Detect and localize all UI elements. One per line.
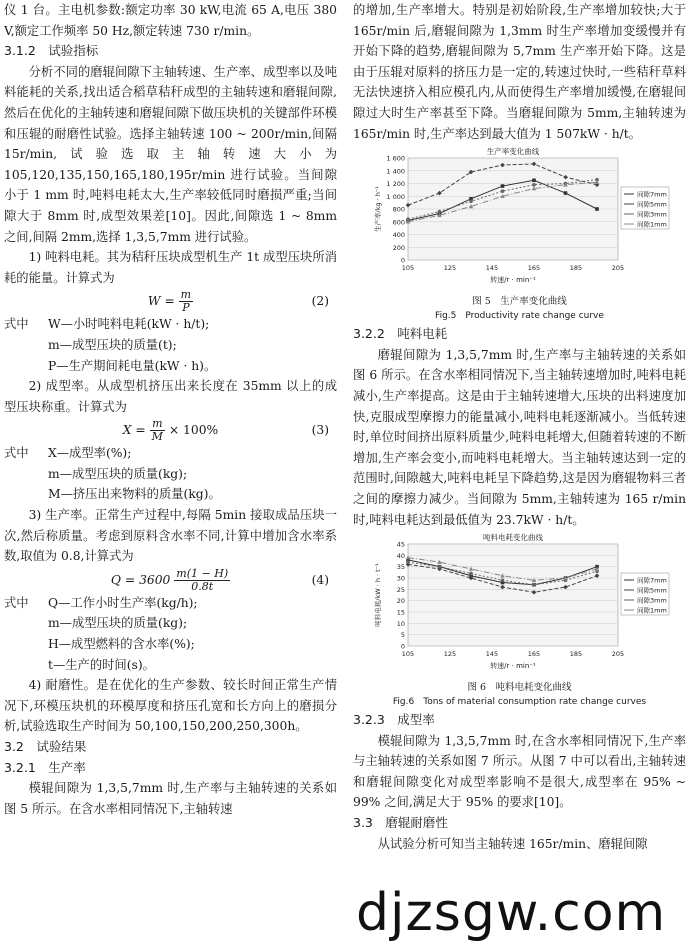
y-tick-label: 600 [392, 218, 405, 227]
data-point [437, 210, 441, 214]
left-column [4, 0, 337, 819]
data-point [469, 572, 473, 576]
eq2-num: m [180, 288, 192, 302]
left-para-4: 3) 生产率。正常生产过程中,每隔 5min 接取成品压块一次,然后称质量。考虑到原料含水率不同,计算中增加含水率系数,取值为 0.8,计算式为 [4, 508, 337, 564]
eq2-lhs: W = [147, 294, 175, 309]
equation-4 [4, 567, 337, 593]
y-tick-label: 1 600 [385, 154, 405, 163]
x-tick-label: 165 [527, 650, 540, 659]
y-axis-label: 生产率/kg · h⁻¹ [373, 186, 382, 233]
y-tick-label: 0 [400, 642, 405, 651]
right-para-0: 的增加,生产率增大。特别是初始阶段,生产率增加较快;大于 165r/min 后,磨辊间隙为 1,3mm 时生产率增加变缓慢并有开始下降的趋势,磨辊间隙为 5,7mm 生产率开始下降。这是由于压辊对原料的挤压力是一定的,转速过快时,一些秸秆草料无法快速挤入相应模孔内,从而使得生产率增加缓慢,在磨辊间隙过大时生产率甚至下降。当磨辊间隙为 5mm,主轴转速为 165r/min 时,生产率达到最大值为 1 507kW · h/t。 [353, 3, 686, 141]
data-point [500, 579, 504, 583]
eq2-number: (2) [311, 294, 329, 309]
x-tick-label: 145 [485, 264, 498, 273]
x-axis-label: 转速/r · min⁻¹ [489, 276, 536, 285]
y-tick-label: 1 200 [385, 180, 405, 189]
x-axis-label: 转速/r · min⁻¹ [489, 662, 536, 671]
data-point [563, 191, 567, 195]
where-line: m—成型压块的质量(kg); [48, 466, 188, 481]
figure-6-caption-en: Fig.6 Tons of material consumption rate change curves [392, 697, 647, 708]
y-axis-label: 吨料电耗/kW · h · t⁻¹ [373, 563, 382, 627]
where-line: t—生产的时间(s)。 [48, 657, 155, 672]
y-tick-label: 45 [396, 540, 405, 549]
consumption-chart [370, 530, 670, 680]
left-para-0: 仪 1 台。主电机参数:额定功率 30 kW,电流 65 A,电压 380 V,额定工作频率 50 Hz,额定转速 730 r/min。 [4, 3, 337, 38]
data-point [406, 560, 410, 564]
heading-3-2-1: 3.2.1 生产率 [4, 759, 86, 775]
eq4-lhs: Q = 3600 [110, 572, 171, 587]
eq2-fraction [179, 289, 193, 314]
heading-3-2: 3.2 试验结果 [4, 739, 87, 754]
data-point [595, 207, 599, 211]
legend-label: 间隙5mm [636, 586, 667, 595]
y-tick-label: 35 [396, 563, 405, 572]
right-para-3: 从试验分析可知当主轴转速 165r/min、磨辊间隙 [377, 836, 648, 851]
y-tick-label: 10 [396, 619, 405, 628]
y-tick-label: 20 [396, 597, 405, 606]
eq3-lhs: X = [122, 423, 146, 438]
figure-5-chart [370, 144, 670, 294]
eq4-number: (4) [311, 572, 329, 587]
eq2-den: P [182, 301, 190, 315]
x-tick-label: 145 [485, 650, 498, 659]
eq4-fraction: $\frac{m(1 - H)}{0.8t}$ [176, 566, 229, 593]
productivity-chart [370, 144, 670, 294]
eq3-fraction: $\frac{m}{M}$ [151, 417, 163, 444]
where-line: 式中 W—小时吨料电耗(kW · h/t); [4, 317, 210, 332]
eq3-rhs: × 100% [168, 423, 219, 438]
heading-3-2-2: 3.2.2 吨料电耗 [353, 326, 448, 342]
figure-5-caption-en: Fig.5 Productivity rate change curve [435, 311, 604, 322]
heading-3-1-2: 3.1.2 试验指标 [4, 43, 99, 59]
right-para-1: 磨辊间隙为 1,3,5,7mm 时,生产率与主轴转速的关系如图 6 所示。在含水率相同情况下,当主轴转速增加时,吨料电耗减小,生产率提高。这是由于主轴转速增大,压块的出料速度加快,克服成型摩擦力的能量减小,吨料电耗逐渐减小。当低转速时,单位时间挤出原料质量少,吨料电耗增大,但随着转速的不断增加,生产率会变小,而吨料电耗增大。当主轴转速达到一定的范围时,间隙越大,吨料电耗呈下降趋势,这是因为磨辊物料三者之间的摩擦力减少。当间隙为 5mm,主轴转速为 165 r/min 时,吨料电耗达到最低值为 23.7kW · h/t。 [353, 347, 686, 527]
data-point [500, 190, 504, 194]
legend-label: 间隙3mm [636, 596, 667, 605]
where-line: M—挤压出来物料的质量(kg)。 [48, 487, 221, 502]
left-para-6: 模辊间隙为 1,3,5,7mm 时,生产率与主轴转速的关系如图 5 所示。在含水率相同情况下,主轴转速 [4, 781, 337, 816]
chart-title: 生产率变化曲线 [486, 147, 539, 157]
chart-title: 吨料电耗变化曲线 [482, 533, 543, 543]
figure-6-chart [370, 530, 670, 680]
q-where-list [4, 593, 337, 675]
data-point [437, 565, 441, 569]
y-tick-label: 25 [396, 585, 405, 594]
x-tick-label: 165 [527, 264, 540, 273]
y-tick-label: 30 [396, 574, 405, 583]
y-tick-label: 5 [400, 631, 405, 640]
left-para-1: 分析不同的磨辊间隙下主轴转速、生产率、成型率以及吨料能耗的关系,找出适合稻草秸秆成型的主轴转速和磨辊间隙,然后在优化的主轴转速和磨辊间隙下做压块机的关键部件环模和压辊的耐磨性试验。选择主轴转速 100 ~ 200r/min,间隔 15r/min,试验选取主轴转速大小为 105,120,135,150,165,180,195r/min 进行试验。当间隙小于 1 mm 时,吨料电耗太大,生产率较低同时磨损严重;当间隙大于 8mm 时,成型效果差[10]。因此,间隙选 1 ~ 8mm 之间,间隔 2mm,选择 1,3,5,7mm 进行试验。 [4, 64, 337, 244]
x-tick-label: 105 [401, 264, 414, 273]
x-where-list [4, 443, 337, 505]
x-tick-label: 105 [401, 650, 414, 659]
plot-area [408, 544, 618, 646]
eq3-number: (3) [311, 423, 329, 438]
data-point [532, 583, 536, 587]
right-column [353, 0, 686, 854]
legend-label: 间隙7mm [636, 190, 667, 199]
heading-3-2-3: 3.2.3 成型率 [353, 712, 435, 728]
left-para-3: 2) 成型率。从成型机挤压出来长度在 35mm 以上的成型压块称重。计算式为 [4, 379, 337, 414]
data-point [500, 184, 504, 188]
legend-label: 间隙7mm [636, 576, 667, 585]
x-tick-label: 125 [443, 650, 456, 659]
legend-label: 间隙5mm [636, 200, 667, 209]
y-tick-label: 200 [392, 243, 405, 252]
legend-label: 间隙1mm [636, 606, 667, 615]
where-line: m—成型压块的质量(kg); [48, 616, 188, 631]
x-tick-label: 185 [569, 264, 582, 273]
where-line: 式中 X—成型率(%); [4, 446, 132, 461]
y-tick-label: 15 [396, 608, 405, 617]
figure-5-caption: 图 5 生产率变化曲线 [472, 296, 567, 308]
where-line: 式中 Q—工作小时生产率(kg/h); [4, 595, 198, 610]
data-point [532, 183, 536, 187]
x-tick-label: 205 [611, 264, 624, 273]
left-para-5: 4) 耐磨性。是在优化的生产参数、较长时间正常生产情况下,环模压块机的环模厚度和挤压孔宽和长方向上的磨损分析,试验选取生产时间为 50,100,150,200,250,300h。 [4, 678, 337, 734]
where-line: P—生产期间耗电量(kW · h)。 [48, 358, 217, 373]
legend-label: 间隙1mm [636, 220, 667, 229]
x-tick-label: 185 [569, 650, 582, 659]
where-line: m—成型压块的质量(t); [48, 337, 177, 352]
y-tick-label: 1 400 [385, 167, 405, 176]
y-tick-label: 400 [392, 231, 405, 240]
figure-6-caption: 图 6 吨料电耗变化曲线 [467, 682, 572, 694]
y-tick-label: 40 [396, 551, 405, 560]
where-line: H—成型燃料的含水率(%); [48, 637, 195, 652]
equation-2 [4, 288, 337, 314]
y-tick-label: 1 000 [385, 192, 405, 201]
data-point [469, 200, 473, 204]
right-para-2: 模辊间隙为 1,3,5,7mm 时,在含水率相同情况下,生产率与主轴转速的关系如图 7 所示。从图 7 中可以看出,主轴转速和磨辊间隙变化对成型率影响不是很大,成型率在 95% ~ 99% 之间,满足大于 95% 的要求[10]。 [353, 733, 686, 810]
x-tick-label: 125 [443, 264, 456, 273]
legend-label: 间隙3mm [636, 210, 667, 219]
x-tick-label: 205 [611, 650, 624, 659]
left-para-2: 1) 吨料电耗。其为秸秆压块成型机生产 1t 成型压块所消耗的能量。计算式为 [4, 250, 337, 285]
watermark: djzsgw.com [356, 883, 667, 943]
heading-3-3: 3.3 磨辊耐磨性 [353, 815, 448, 831]
y-tick-label: 0 [400, 256, 405, 265]
data-point [532, 179, 536, 183]
y-tick-label: 800 [392, 205, 405, 214]
equation-3 [4, 417, 337, 443]
w-where-list [4, 314, 337, 376]
